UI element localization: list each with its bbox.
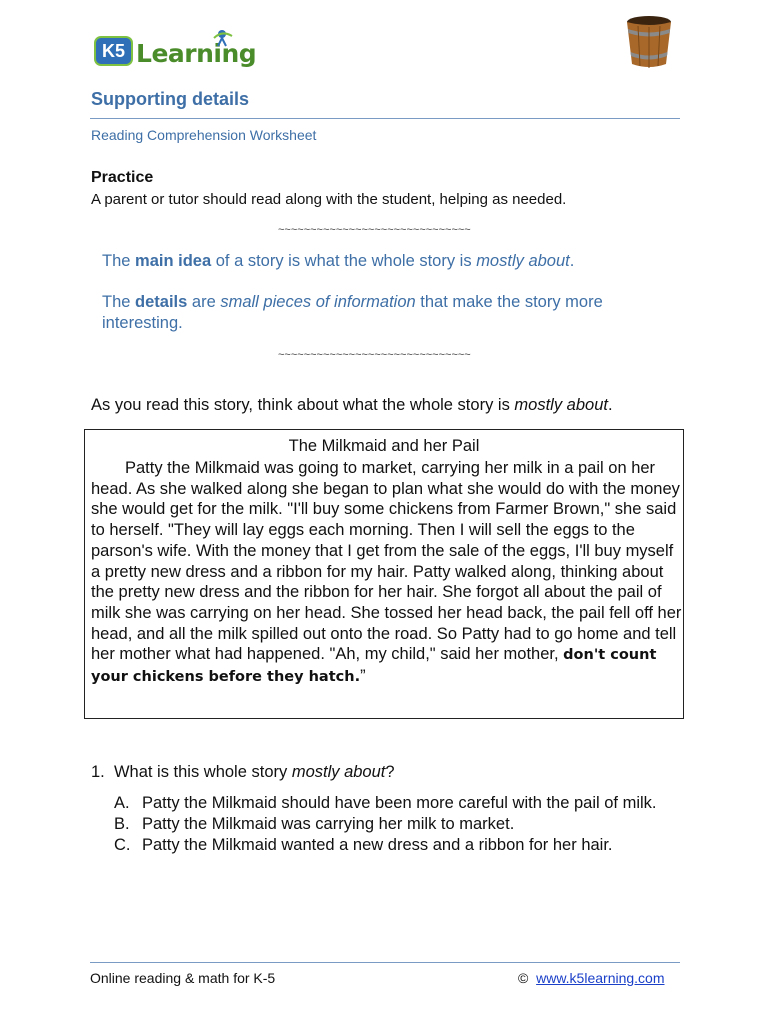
practice-heading: Practice [91,169,154,186]
answer-options [114,793,662,856]
logo-figure-icon [192,26,252,66]
option-b[interactable]: B. Patty the Milkmaid was carrying her milk to market. [114,815,515,833]
details-definition: The details are small pieces of information that make the story more interesting. [102,293,603,332]
logo-word: Learning [136,39,257,68]
question-1: 1. What is this whole story mostly about? [91,763,395,781]
bucket-icon [624,14,674,70]
logo-badge: K5 [94,36,133,66]
page-subtitle: Reading Comprehension Worksheet [91,127,317,143]
footer-tagline: Online reading & math for K-5 [90,970,276,986]
separator-bottom: ~~~~~~~~~~~~~~~~~~~~~~~~~~~~~~ [278,349,471,361]
main-idea-definition: The main idea of a story is what the whole story is mostly about. [102,252,575,270]
footer-divider [90,962,680,963]
reading-instruction: As you read this story, think about what the whole story is mostly about. [91,396,613,414]
story-moral: don't count your chickens before they hatch. [91,647,657,686]
footer-copyright: © www.k5learning.com [518,970,665,986]
title-divider [90,118,680,119]
story-title: The Milkmaid and her Pail [288,437,480,455]
separator-top: ~~~~~~~~~~~~~~~~~~~~~~~~~~~~~~ [278,224,471,236]
practice-text: A parent or tutor should read along with the student, helping as needed. [91,191,567,208]
footer-link[interactable]: www.k5learning.com [536,970,665,986]
story-box [84,429,684,719]
option-c[interactable]: C. Patty the Milkmaid wanted a new dress and a ribbon for her hair. [114,836,613,854]
story-body: Patty the Milkmaid was going to market, carrying her milk in a pail on her head. As she walked along she began to plan what she would do with the money she would get for the milk. "I'll buy some chickens from Farmer Brown," she said to herself. "They will lay eggs each morning. Then I will sell the eggs to the parson's wife. With the money that I get from the sale of the eggs, I'll buy myself a pretty new dress and a ribbon for my hair. Patty walked along, thinking about the pretty new dress and the ribbon for her hair. She forgot all about the pail of milk she was carrying on her head. She tossed her head back, the pail fell off her head, and all the milk spilled out onto the road. So Patty had to go home and tell her mother what had happened. "Ah, my child," said her mother, don't count your chickens before they hatch.” [91,459,682,686]
page-title: Supporting details [91,89,250,109]
option-a[interactable]: A. Patty the Milkmaid should have been more careful with the pail of milk. [114,794,657,812]
